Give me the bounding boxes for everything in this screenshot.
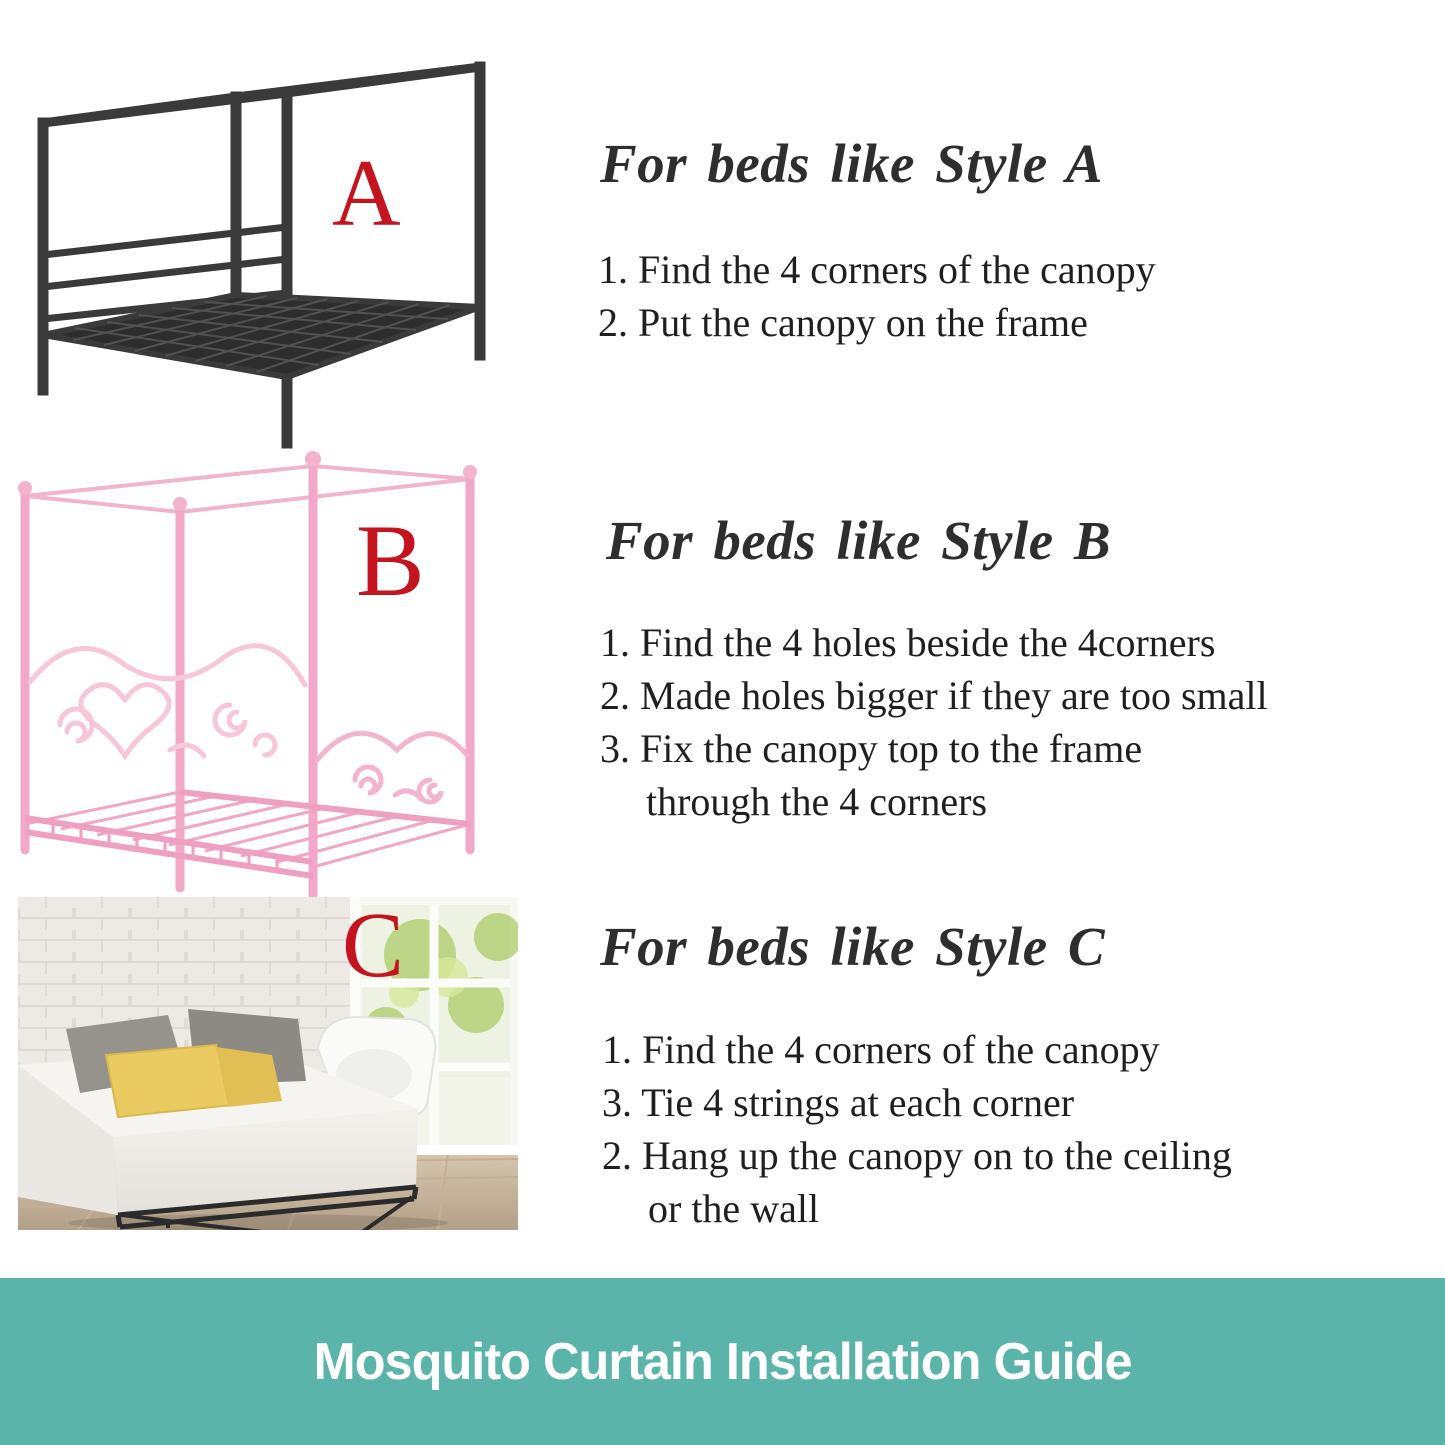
bed-style-c-photo: [18, 894, 518, 1230]
instruction-step: 1. Find the 4 corners of the canopy: [602, 1027, 1160, 1072]
bed-b-side-rails: [25, 792, 470, 876]
steps-style-a: [598, 243, 1156, 349]
bed-a-posts: [43, 67, 480, 443]
instruction-step: 1. Find the 4 corners of the canopy: [598, 247, 1156, 292]
title-banner: [0, 1278, 1445, 1445]
steps-style-b: [600, 616, 1268, 828]
instruction-step: 2. Hang up the canopy on to the ceiling: [602, 1133, 1232, 1178]
instruction-step: 2. Made holes bigger if they are too small: [600, 673, 1268, 718]
instruction-step-continuation: through the 4 corners: [646, 779, 988, 824]
instruction-step-continuation: or the wall: [648, 1186, 820, 1231]
heading-style-a: For beds like Style A: [600, 133, 1103, 194]
bed-b-headboard-scrollwork: [30, 646, 305, 756]
banner-title: Mosquito Curtain Installation Guide: [313, 1332, 1132, 1391]
bed-style-a-illustration: [15, 55, 515, 455]
instruction-step: 3. Fix the canopy top to the frame: [600, 726, 1143, 771]
bed-b-footboard-scrollwork: [317, 733, 467, 802]
style-letter-a: A: [332, 140, 401, 246]
instruction-step: 2. Put the canopy on the frame: [598, 300, 1088, 345]
heading-style-c: For beds like Style C: [600, 916, 1106, 977]
instruction-step: 1. Find the 4 holes beside the 4corners: [600, 620, 1216, 665]
yellow-pillow-left: [106, 1045, 232, 1117]
bed-a-deck: [43, 295, 480, 377]
heading-style-b: For beds like Style B: [606, 510, 1112, 571]
instruction-step: 3. Tie 4 strings at each corner: [602, 1080, 1075, 1125]
style-letter-b: B: [356, 504, 425, 618]
bed-a-canopy-frame: [43, 67, 480, 123]
steps-style-c: [602, 1023, 1232, 1235]
style-letter-c: C: [342, 894, 405, 997]
